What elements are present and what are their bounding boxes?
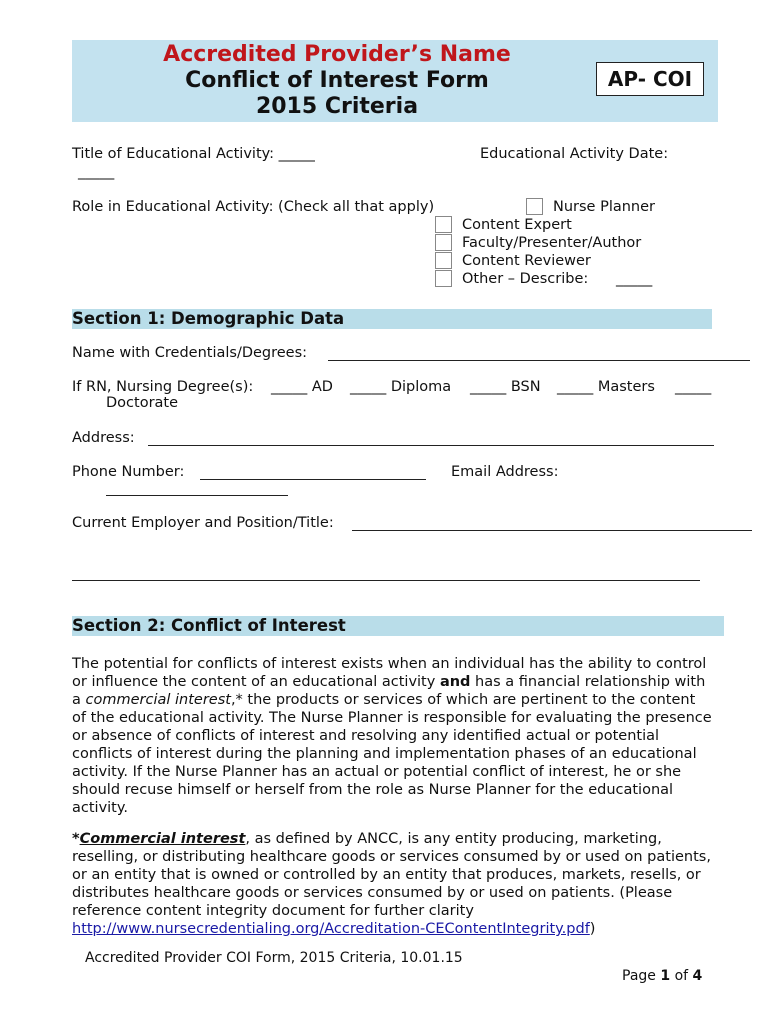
page-number: Page 1 of 4 bbox=[622, 968, 703, 984]
phone-label: Phone Number: bbox=[72, 464, 185, 480]
address-field[interactable] bbox=[148, 445, 714, 446]
commercial-interest-definition: *Commercial interest, as defined by ANCC, is any entity producing, marketing, reselling, or distributing healthcare goods or services consumed by or used on patients, or an entity that is owned or controlled by an entity that produces, markets, resells, or distributes healthcare goods or services consumed by or used on patients. (Please reference content integrity document for further clarity http://www.nursecredentialing.org/Accreditation-CEContentIntegrity.pdf) bbox=[72, 831, 711, 937]
phone-field[interactable] bbox=[200, 479, 426, 480]
email-field[interactable] bbox=[106, 495, 288, 496]
activity-date-label: Educational Activity Date: bbox=[480, 146, 669, 162]
employer-label: Current Employer and Position/Title: bbox=[72, 515, 334, 531]
form-criteria: 2015 Criteria bbox=[255, 94, 419, 119]
role-label: Role in Educational Activity: (Check all that apply) bbox=[72, 199, 435, 215]
content-integrity-link[interactable]: http://www.nursecredentialing.org/Accreditation-CEContentIntegrity.pdf bbox=[72, 921, 590, 937]
rn-degree-label: If RN, Nursing Degree(s): bbox=[72, 379, 254, 395]
role-option-nurse-planner: Nurse Planner bbox=[553, 199, 656, 215]
content-expert-checkbox[interactable] bbox=[435, 216, 452, 233]
name-credentials-field[interactable] bbox=[328, 360, 750, 361]
section-1-title: Section 1: Demographic Data bbox=[72, 309, 712, 329]
other-describe-field[interactable]: _____ bbox=[616, 271, 653, 287]
degree-diploma[interactable]: _____ Diploma bbox=[350, 379, 452, 395]
content-reviewer-checkbox[interactable] bbox=[435, 252, 452, 269]
conflict-description: The potential for conflicts of interest exists when an individual has the ability to control or influence the content of an educational activity and has a financial relationship with a commercial interest,* the products or services of which are pertinent to the content of the educational activity. The Nurse Planner is responsible for evaluating the presence or absence of conflicts of interest and resolving any identified actual or potential conflicts of interest during the planning and implementation phases of an educational activity. If the Nurse Planner has an actual or potential conflict of interest, he or she should recuse himself or herself from the role as Nurse Planner for the educational activity. bbox=[72, 656, 712, 816]
employer-field[interactable] bbox=[352, 530, 752, 531]
address-label: Address: bbox=[72, 430, 135, 446]
name-credentials-label: Name with Credentials/Degrees: bbox=[72, 345, 308, 361]
provider-name: Accredited Provider’s Name bbox=[163, 42, 511, 67]
role-option-faculty: Faculty/Presenter/Author bbox=[462, 235, 642, 251]
activity-title-field[interactable]: _____ bbox=[278, 146, 315, 162]
degree-bsn[interactable]: _____ BSN bbox=[470, 379, 541, 395]
role-option-content-reviewer: Content Reviewer bbox=[462, 253, 591, 269]
section-2-title: Section 2: Conflict of Interest bbox=[72, 616, 724, 636]
degree-doctorate-blank[interactable]: _____ bbox=[675, 379, 712, 395]
nurse-planner-checkbox[interactable] bbox=[526, 198, 543, 215]
footer-form-info: Accredited Provider COI Form, 2015 Criteria, 10.01.15 bbox=[85, 950, 463, 966]
form-code-badge: AP- COI bbox=[596, 62, 704, 96]
activity-title-field-2[interactable]: _____ bbox=[78, 164, 115, 180]
degree-doctorate: Doctorate bbox=[106, 395, 179, 411]
degree-ad[interactable]: _____ AD bbox=[271, 379, 333, 395]
form-title: Conflict of Interest Form bbox=[185, 68, 489, 93]
degree-masters[interactable]: _____ Masters bbox=[557, 379, 655, 395]
faculty-checkbox[interactable] bbox=[435, 234, 452, 251]
other-checkbox[interactable] bbox=[435, 270, 452, 287]
email-label: Email Address: bbox=[451, 464, 559, 480]
employer-field-2[interactable] bbox=[72, 580, 700, 581]
role-option-content-expert: Content Expert bbox=[462, 217, 572, 233]
activity-title-label: Title of Educational Activity: _____ bbox=[72, 146, 315, 162]
role-option-other: Other – Describe: bbox=[462, 271, 589, 287]
